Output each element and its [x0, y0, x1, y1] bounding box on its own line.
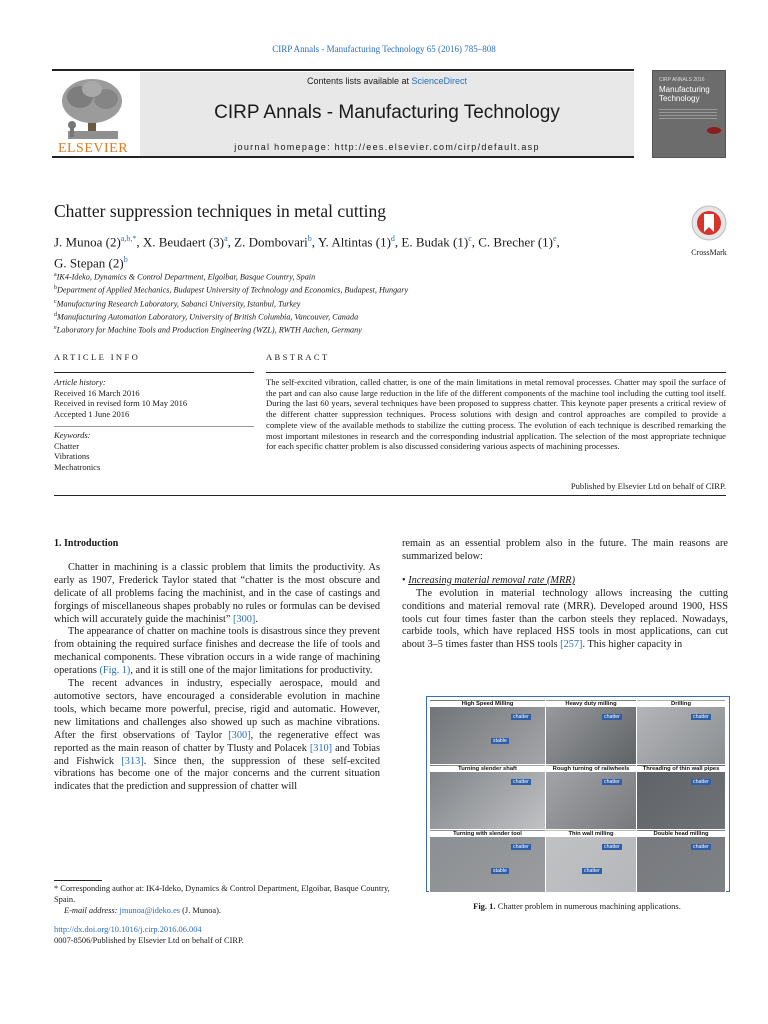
- author-separator: ,: [471, 234, 479, 250]
- author-affiliation-mark[interactable]: d: [390, 234, 395, 243]
- figure-panel-tag: chatter: [693, 844, 709, 850]
- cover-lines: [659, 109, 717, 121]
- author-list: [54, 230, 674, 273]
- keyword: Chatter: [54, 440, 80, 451]
- elsevier-logo: [52, 75, 134, 157]
- elsevier-wordmark: ELSEVIER: [57, 141, 129, 156]
- text: Corresponding author at: IK4-Ideko, Dynamics & Control Department, Elgoibar, Basque Country, Spain.: [54, 884, 390, 904]
- affiliation: [54, 323, 408, 336]
- received-date: Received 16 March 2016: [54, 387, 140, 398]
- affiliation-text: Manufacturing Automation Laboratory, University of British Columbia, Vancouver, Canada: [57, 312, 359, 322]
- figure-panel: [545, 764, 637, 830]
- keywords-rule: [54, 426, 254, 427]
- abstract-text: The self-excited vibration, called chatter, is one of the main limitations in metal removal processes. Chatter may spoil the surface of the part and can also cause large reduction in the life of the different components of the machine tool including the cutting tool itself. During the last 60 years, several techniques have been proposed to suppress chatter. This keynote paper presents a critical review of the different chatter suppression techniques. Process solutions with design and control approaches are compiled to provide a complete view of the available methods to stabilize the cutting process. The evolution of each technique is described remarking the most important milestones in research and the corresponding industrial application. The selection of the most appropriate technique for each specific chatter problem is also discussed considering various aspects of machining processes.: [266, 377, 726, 452]
- author-name[interactable]: J. Munoa (2): [54, 234, 121, 250]
- figure-panel-label: Rough turning of railwheels: [546, 766, 636, 772]
- copyright-line: 0007-8506/Published by Elsevier Ltd on behalf of CIRP.: [54, 936, 244, 945]
- author-name[interactable]: Y. Altintas (1): [317, 234, 391, 250]
- figure-panel-tag: chatter: [693, 714, 709, 720]
- affiliation-key: b: [54, 285, 57, 292]
- author-affiliation-mark[interactable]: b: [307, 234, 312, 243]
- affiliation-text: Department of Applied Mechanics, Budapest University of Technology and Economics, Budapest, Hungary: [57, 286, 409, 296]
- figure-link[interactable]: (Fig. 1): [99, 665, 131, 677]
- citation-link[interactable]: [300]: [233, 613, 256, 625]
- affiliation: [54, 310, 408, 323]
- article-history: [54, 377, 254, 419]
- citation-link[interactable]: [300]: [228, 729, 251, 741]
- footnote-mark: *: [54, 884, 59, 893]
- abstract-heading: ABSTRACT: [266, 352, 330, 362]
- keyword: Vibrations: [54, 451, 90, 462]
- figure-panel-tag: chatter: [604, 779, 620, 785]
- author-separator: ,: [394, 234, 402, 250]
- text: . Since then, the suppression of these self-excited vibrations has become one of the major concerns and the current situation indicates that the prediction and suppression of chatter will: [54, 755, 380, 793]
- affiliation: [54, 270, 408, 283]
- journal-reference[interactable]: CIRP Annals - Manufacturing Technology 65 (2016) 785–808: [272, 44, 496, 54]
- figure-panel-label: Turning slender shaft: [430, 766, 545, 772]
- author-separator: ,: [227, 234, 235, 250]
- doi-link[interactable]: http://dx.doi.org/10.1016/j.cirp.2016.06.004: [54, 925, 202, 934]
- figure-panel-label: Threading of thin wall pipes: [637, 766, 725, 772]
- email-label: E-mail address:: [64, 905, 118, 915]
- caption-label: Fig. 1.: [473, 901, 496, 911]
- intro-paragraph-3: [54, 678, 380, 794]
- figure-panel-tag: stable: [493, 738, 507, 744]
- citation-link[interactable]: [310]: [309, 742, 333, 754]
- header-rule-bottom: [52, 156, 634, 158]
- author-name[interactable]: E. Budak (1): [401, 234, 469, 250]
- journal-title: CIRP Annals - Manufacturing Technology: [214, 102, 560, 123]
- figure-panel-label: Heavy duty milling: [546, 701, 636, 707]
- figure-panel-label: Double head milling: [637, 831, 725, 837]
- affiliation: [54, 297, 408, 310]
- citation-link[interactable]: [257]: [560, 639, 583, 651]
- figure-panel-tag: chatter: [604, 714, 620, 720]
- text: The appearance of chatter on machine tools is disastrous since they prevent from obtaining the required surface finishes and decrease the life of tools and mechanical components. These vibration occurs in a wide range of machining operations: [54, 626, 380, 677]
- text: , the regenerative effect was reported as the main reason of chatter by Tlusty and Polacek: [54, 729, 380, 754]
- accepted-date: Accepted 1 June 2016: [54, 408, 130, 419]
- intro-paragraph-1: [54, 562, 380, 627]
- journal-cover: [652, 70, 726, 158]
- figure-panel: [636, 764, 726, 830]
- figure-panel-tag: stable: [493, 868, 507, 874]
- affiliation: [54, 283, 408, 296]
- text: . This higher capacity in: [582, 639, 683, 651]
- figure-panel: [429, 829, 546, 893]
- figure-panel-label: Drilling: [637, 701, 725, 707]
- keywords-block: [54, 430, 254, 472]
- figure-panel: [545, 699, 637, 765]
- doi-block: [54, 924, 244, 946]
- affiliation-key: d: [54, 311, 57, 318]
- figure-panel-tag: chatter: [604, 844, 620, 850]
- text: The recent advances in industry, especially aerospace, mould and automotive sectors, have encouraged a considerable evolution in machine tools, which became more powerful, precise, rigid and automatic. However, new limitations and challenges also showed up such as machine vibrations. After the first observations of Taylor: [54, 678, 380, 741]
- author-name[interactable]: C. Brecher (1): [478, 234, 553, 250]
- figure-panel: [636, 829, 726, 893]
- text: .: [255, 613, 258, 625]
- author-separator: ,: [556, 234, 560, 250]
- affiliation-key: c: [54, 298, 57, 305]
- text: (J. Munoa).: [180, 905, 221, 915]
- crossmark-label: CrossMark: [691, 248, 727, 257]
- text: , and it is still one of the major limitations for productivity.: [130, 665, 373, 677]
- cover-title-line2: Technology: [659, 94, 700, 103]
- text: Chatter in machining is a classic problem that limits the productivity. As early as 1907, Frederick Taylor stated that “chatter is the most obscure and delicate of all problems facing the machinist, and in the case of castings and forgings of miscellaneous shapes probably no rules or formulas can be devised which will accurately guide the machinist”: [54, 561, 380, 625]
- abstract-bottom-rule: [54, 495, 726, 496]
- footnote-rule: [54, 880, 102, 881]
- section-title-introduction: 1. Introduction: [54, 538, 119, 549]
- caption-text: Chatter problem in numerous machining applications.: [495, 901, 681, 911]
- email-line: [54, 906, 394, 917]
- abstract-rule: [266, 372, 726, 373]
- header-rule-top: [52, 69, 634, 71]
- text: The evolution in material technology allows increasing the cutting conditions and material removal rate (MRR). Developed around 1900, HSS tools cut four times faster than the carbon steels they replaced. Nowadays, carbide tools, which have replaced HSS tools in most applications, can cut about 3–5 times faster than HSS tools: [402, 587, 728, 651]
- keyword: Mechatronics: [54, 461, 101, 472]
- right-column-continuation: remain as an essential problem also in the future. The main reasons are summarized below:: [402, 538, 728, 562]
- article-info-heading: ARTICLE INFO: [54, 352, 141, 362]
- abstract-published: Published by Elsevier Ltd on behalf of CIRP.: [570, 481, 726, 491]
- figure-panel-tag: chatter: [513, 779, 529, 785]
- figure-panel: [636, 699, 726, 765]
- cover-small-text: CIRP ANNALS 2016: [659, 77, 705, 83]
- figure-panel: [429, 699, 546, 765]
- figure-panel-label: Turning with slender tool: [430, 831, 545, 837]
- crossmark-icon: [691, 205, 727, 241]
- bullet-paragraph: [402, 588, 728, 653]
- author-name[interactable]: X. Beudaert (3): [142, 234, 225, 250]
- contents-line: [140, 76, 634, 86]
- figure-panel-label: Thin wall milling: [546, 831, 636, 837]
- affiliation-text: Manufacturing Research Laboratory, Sabanci University, Istanbul, Turkey: [56, 299, 301, 309]
- author-separator: ,: [311, 234, 318, 250]
- footnote: [54, 884, 394, 916]
- article-info-rule: [54, 372, 254, 373]
- author-affiliation-mark[interactable]: e: [552, 234, 557, 243]
- history-label: Article history:: [54, 377, 106, 387]
- cover-title: [659, 85, 710, 103]
- affiliation-list: [54, 270, 408, 337]
- crossmark-badge[interactable]: [684, 205, 734, 257]
- figure-1-image-grid: [426, 696, 730, 892]
- bullet-icon: •: [402, 574, 406, 586]
- keywords-label: Keywords:: [54, 430, 91, 440]
- cover-emblem-icon: [707, 127, 721, 134]
- text: and Tobias and Fishwick: [54, 742, 381, 767]
- figure-panel-tag: chatter: [584, 868, 600, 874]
- article-title: Chatter suppression techniques in metal cutting: [54, 201, 386, 221]
- left-column: [54, 538, 380, 794]
- citation-link[interactable]: [313]: [121, 755, 144, 767]
- affiliation-key: a: [54, 272, 57, 278]
- email-link[interactable]: jmunoa@ideko.es: [119, 905, 181, 915]
- author-affiliation-mark[interactable]: c: [468, 234, 472, 243]
- revised-date: Received in revised form 10 May 2016: [54, 398, 188, 409]
- bullet-heading: [402, 575, 728, 588]
- figure-panel-label: High Speed Milling: [430, 701, 545, 707]
- affiliation-key: e: [54, 325, 57, 332]
- sciencedirect-link[interactable]: ScienceDirect: [411, 76, 468, 86]
- intro-paragraph-2: [54, 626, 380, 678]
- affiliation-text: IK4-Ideko, Dynamics & Control Department, Elgoibar, Basque Country, Spain: [56, 272, 316, 282]
- authors-line-1: [54, 230, 674, 251]
- author-name[interactable]: Z. Dombovari: [234, 234, 308, 250]
- figure-panel: [429, 764, 546, 830]
- affiliation-text: Laboratory for Machine Tools and Production Engineering (WZL), RWTH Aachen, Germany: [56, 326, 362, 336]
- cover-title-line1: Manufacturing: [659, 85, 710, 94]
- author-name[interactable]: G. Stepan (2): [54, 255, 124, 271]
- author-separator: ,: [136, 234, 143, 250]
- author-affiliation-mark[interactable]: a: [224, 234, 228, 243]
- right-column: [402, 538, 728, 652]
- figure-panel-tag: chatter: [693, 779, 709, 785]
- contents-prefix: Contents lists available at: [306, 76, 412, 86]
- author-affiliation-mark[interactable]: a,b,*: [120, 234, 137, 243]
- figure-panel-tag: chatter: [513, 714, 529, 720]
- figure-panel: [545, 829, 637, 893]
- author-affiliation-mark[interactable]: b: [123, 255, 128, 265]
- journal-homepage[interactable]: journal homepage: http://ees.elsevier.com/cirp/default.asp: [234, 142, 540, 152]
- figure-1-caption: [426, 901, 728, 911]
- figure-panel-tag: chatter: [513, 844, 529, 850]
- bullet-title: Increasing material removal rate (MRR): [408, 574, 575, 586]
- corresponding-author-note: [54, 884, 394, 906]
